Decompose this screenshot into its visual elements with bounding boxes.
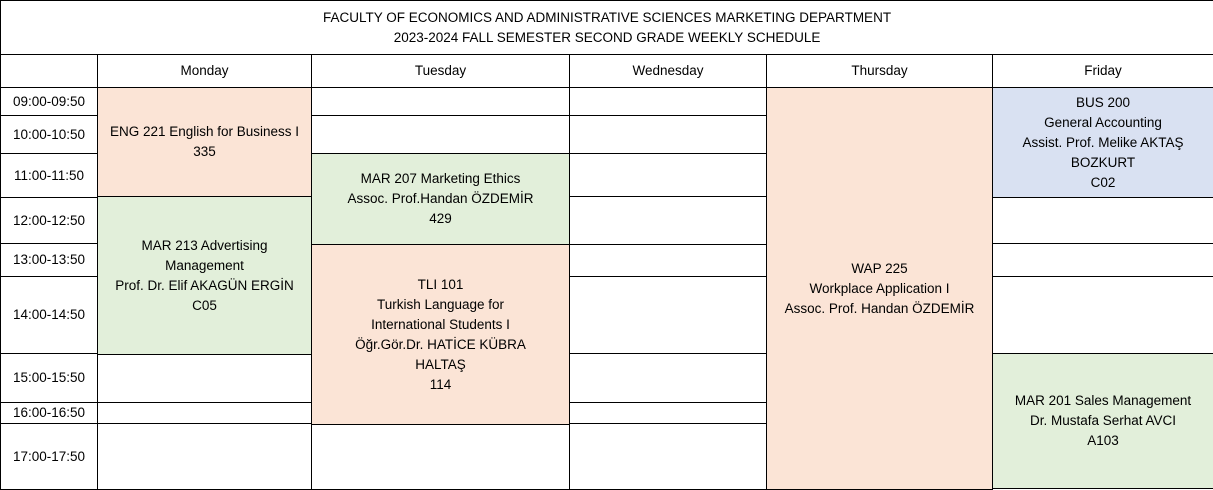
corner-cell bbox=[1, 55, 98, 88]
empty-slot bbox=[312, 425, 570, 490]
time-slot-label: 16:00-16:50 bbox=[1, 403, 98, 424]
empty-slot bbox=[570, 403, 767, 424]
day-header-thursday: Thursday bbox=[767, 55, 993, 88]
course-line: Management bbox=[165, 257, 244, 273]
course-bus200 bbox=[993, 88, 1213, 198]
empty-slot bbox=[98, 424, 312, 490]
empty-slot bbox=[98, 403, 312, 424]
time-slot-label: 17:00-17:50 bbox=[1, 424, 98, 490]
course-line: Assoc. Prof. Handan ÖZDEMİR bbox=[784, 300, 975, 316]
empty-slot bbox=[570, 277, 767, 354]
title-line-2: 2023-2024 FALL SEMESTER SECOND GRADE WEEKLY SCHEDULE bbox=[393, 29, 821, 45]
course-line: MAR 213 Advertising bbox=[141, 237, 268, 253]
course-line: Dr. Mustafa Serhat AVCI bbox=[1029, 413, 1177, 428]
course-tli101 bbox=[312, 245, 570, 425]
empty-slot bbox=[312, 88, 570, 116]
empty-slot bbox=[570, 354, 767, 403]
title-row bbox=[1, 1, 1213, 55]
time-slot-label: 11:00-11:50 bbox=[1, 154, 98, 198]
course-line: C02 bbox=[1090, 174, 1116, 190]
empty-slot bbox=[993, 244, 1213, 277]
day-header-wednesday: Wednesday bbox=[570, 55, 767, 88]
time-slot-label: 10:00-10:50 bbox=[1, 116, 98, 154]
day-header-tuesday: Tuesday bbox=[312, 55, 570, 88]
time-row bbox=[1, 88, 1213, 116]
time-slot-label: 12:00-12:50 bbox=[1, 198, 98, 244]
day-header-friday: Friday bbox=[993, 55, 1213, 88]
empty-slot bbox=[570, 424, 767, 490]
empty-slot bbox=[993, 277, 1213, 354]
empty-slot bbox=[570, 197, 767, 245]
course-line: General Accounting bbox=[1044, 114, 1162, 130]
day-header-row bbox=[1, 55, 1213, 88]
time-slot-label: 15:00-15:50 bbox=[1, 354, 98, 403]
course-line: 335 bbox=[193, 144, 216, 159]
course-line: 429 bbox=[429, 211, 452, 226]
course-mar207 bbox=[312, 154, 570, 245]
course-line: Workplace Application I bbox=[809, 280, 950, 296]
time-slot-label: 13:00-13:50 bbox=[1, 244, 98, 277]
course-line: TLI 101 bbox=[417, 276, 464, 292]
course-eng221 bbox=[98, 88, 312, 197]
empty-slot bbox=[570, 116, 767, 154]
course-line: C05 bbox=[192, 297, 217, 313]
course-line: International Students I bbox=[371, 316, 510, 332]
course-line: BUS 200 bbox=[1076, 94, 1131, 110]
time-slot-label: 14:00-14:50 bbox=[1, 277, 98, 354]
day-header-monday: Monday bbox=[98, 55, 312, 88]
course-line: Prof. Dr. Elif AKAGÜN ERGİN bbox=[115, 277, 294, 293]
course-mar201 bbox=[993, 354, 1213, 489]
empty-slot bbox=[312, 116, 570, 154]
title-line-1: FACULTY OF ECONOMICS AND ADMINISTRATIVE SCIENCES MARKETING DEPARTMENT bbox=[322, 9, 892, 25]
course-line: WAP 225 bbox=[851, 260, 908, 276]
empty-slot bbox=[570, 154, 767, 197]
course-line: 114 bbox=[429, 376, 452, 392]
course-line: MAR 201 Sales Management bbox=[1014, 393, 1192, 408]
course-line: Assoc. Prof.Handan ÖZDEMİR bbox=[347, 191, 534, 206]
course-line: A103 bbox=[1087, 433, 1119, 448]
empty-slot bbox=[993, 198, 1213, 244]
course-wap225 bbox=[767, 88, 993, 490]
empty-slot bbox=[570, 88, 767, 116]
course-line: Turkish Language for bbox=[376, 296, 505, 312]
course-line: MAR 207 Marketing Ethics bbox=[360, 171, 521, 186]
schedule-title bbox=[1, 1, 1213, 55]
course-line: ENG 221 English for Business I bbox=[109, 124, 300, 139]
course-line: BOZKURT bbox=[1070, 154, 1136, 170]
course-line: HALTAŞ bbox=[415, 356, 466, 372]
course-line: Assist. Prof. Melike AKTAŞ bbox=[1022, 134, 1184, 150]
course-line: Öğr.Gör.Dr. HATİCE KÜBRA bbox=[355, 336, 526, 352]
time-slot-label: 09:00-09:50 bbox=[1, 88, 98, 116]
course-mar213 bbox=[98, 197, 312, 355]
